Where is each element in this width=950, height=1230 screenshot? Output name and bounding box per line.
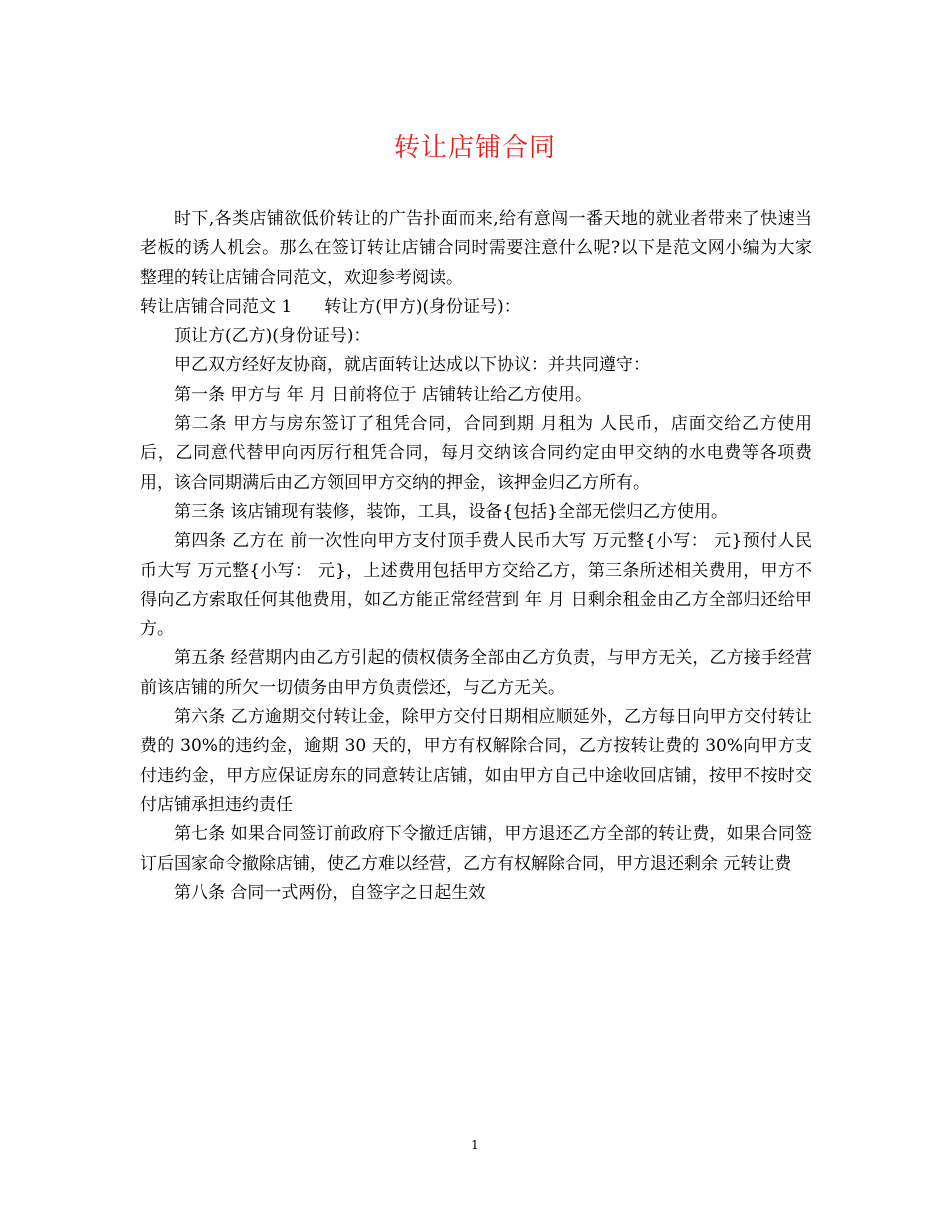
clause-6: 第六条 乙方逾期交付转让金，除甲方交付日期相应顺延外，乙方每日向甲方交付转让费的 30%的违约金，逾期 30 天的，甲方有权解除合同，乙方按转让费的 30%向甲方支付违约金，甲方应保证房东的同意转让店铺，如由甲方自己中途收回店铺，按甲不按时交付店铺承担违约责任 xyxy=(140,707,812,815)
clause-4: 第四条 乙方在 前一次性向甲方支付顶手费人民币大写 万元整{小写： 元}预付人民币大写 万元整{小写： 元}，上述费用包括甲方交给乙方，第三条所述相关费用，甲方不得向乙方索取任何其他费用，如乙方能正常经营到 年 月 日剩余租金由乙方全部归还给甲方。 xyxy=(140,531,812,640)
clause-1: 第一条 甲方与 年 月 日前将位于 店铺转让给乙方使用。 xyxy=(174,384,593,405)
clause-7: 第七条 如果合同签订前政府下令撤迁店铺，甲方退还乙方全部的转让费，如果合同签订后国家命令撤除店铺，使乙方难以经营，乙方有权解除合同，甲方退还剩余 元转让费 xyxy=(140,824,812,874)
agreement-intro: 甲乙双方经好友协商，就店面转让达成以下协议：并共同遵守： xyxy=(174,355,650,376)
transferor-line: 转让方(甲方)(身份证号)： xyxy=(324,296,521,317)
clause-5: 第五条 经营期内由乙方引起的债权债务全部由乙方负责，与甲方无关，乙方接手经营前该店铺的所欠一切债务由甲方负责偿还，与乙方无关。 xyxy=(140,648,812,698)
page-number: 1 xyxy=(471,1138,479,1152)
sample-heading: 转让店铺合同范文 1 xyxy=(140,296,293,317)
intro-paragraph: 时下,各类店铺欲低价转让的广告扑面而来,给有意闯一番天地的就业者带来了快速当老板的诱人机会。那么在签订转让店铺合同时需要注意什么呢?以下是范文网小编为大家整理的转让店铺合同范文，欢迎参考阅读。 xyxy=(140,209,812,288)
clause-8: 第八条 合同一式两份，自签字之日起生效 xyxy=(174,882,486,903)
document-title: 转让店铺合同 xyxy=(393,133,556,163)
sample-heading-line xyxy=(140,293,812,322)
clause-2: 第二条 甲方与房东签订了租凭合同，合同到期 月租为 人民币，店面交给乙方使用后，乙同意代替甲向丙厉行租凭合同，每月交纳该合同约定由甲交纳的水电费等各项费用，该合同期满后由乙方领回甲方交纳的押金，该押金归乙方所有。 xyxy=(140,414,812,493)
document-body xyxy=(140,205,812,908)
clause-3: 第三条 该店铺现有装修，装饰，工具，设备{包括}全部无偿归乙方使用。 xyxy=(174,501,729,522)
transferee-line: 顶让方(乙方)(身份证号)： xyxy=(174,326,371,347)
